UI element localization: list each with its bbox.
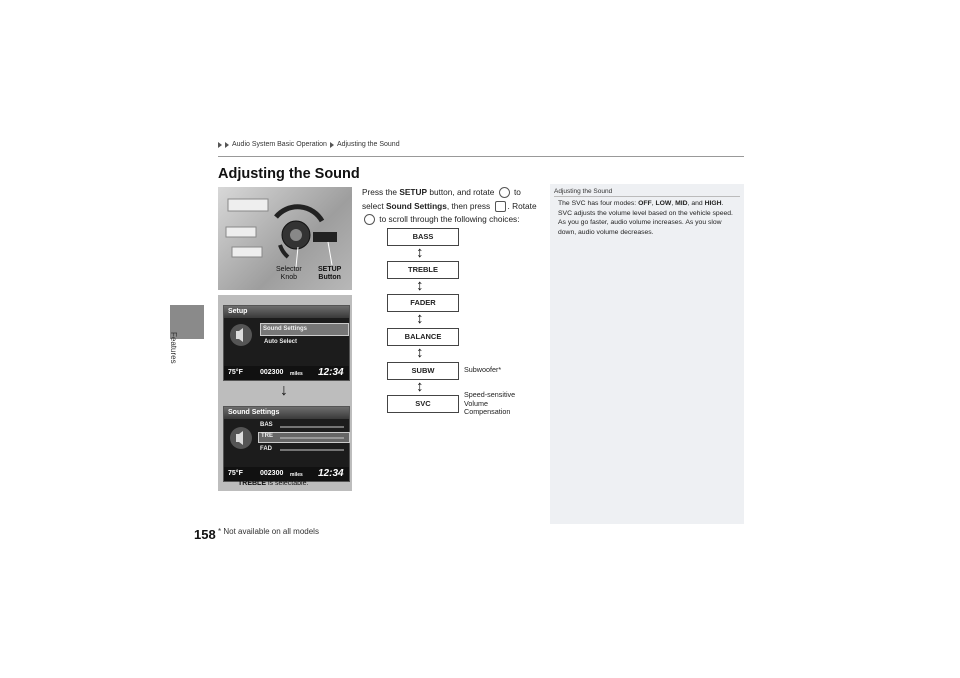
screen-status-bar <box>224 366 349 380</box>
up-down-arrow-icon: ↕ <box>416 378 424 395</box>
bass-label: BAS <box>260 422 273 428</box>
screen-header: Setup <box>224 306 349 318</box>
section-tab-label: Features <box>169 332 178 364</box>
odometer: 002300 <box>260 470 284 477</box>
sound-icon <box>228 322 254 348</box>
text: , then press <box>446 200 493 211</box>
mode-high: HIGH <box>704 200 722 207</box>
down-arrow-icon: ↓ <box>280 382 288 399</box>
treble-row[interactable]: TRE <box>258 432 350 443</box>
photo-caption <box>238 480 308 487</box>
breadcrumb <box>218 141 400 148</box>
sound-settings-screen <box>223 406 350 482</box>
clock: 12:34 <box>318 468 344 479</box>
rotate-knob-icon <box>499 187 510 198</box>
screen-status-bar <box>224 467 349 481</box>
mode-off: OFF <box>638 200 652 207</box>
odometer-unit: miles <box>290 371 303 377</box>
svc-note: Speed-sensitive Volume Compensation <box>464 390 516 416</box>
subw-note: Subwoofer* <box>464 365 502 374</box>
text: , <box>671 200 676 207</box>
instruction-text <box>362 186 542 227</box>
caption-text: is selectable. <box>266 480 309 487</box>
option-balance: BALANCE <box>387 328 459 346</box>
up-down-arrow-icon: ↕ <box>416 310 424 327</box>
menu-item-auto-select[interactable]: Auto Select <box>264 339 298 345</box>
option-svc: SVC <box>387 395 459 413</box>
menu-item-sound-settings[interactable]: Sound Settings <box>260 323 349 336</box>
sound-icon <box>228 425 254 451</box>
breadcrumb-item[interactable]: Audio System Basic Operation <box>232 141 327 148</box>
text: Press the <box>362 187 400 197</box>
mode-low: LOW <box>655 200 672 207</box>
text: button, and rotate <box>427 187 497 197</box>
odometer: 002300 <box>260 369 284 376</box>
temperature: 75°F <box>228 470 243 477</box>
page-title: Adjusting the Sound <box>218 166 360 182</box>
selector-knob-label: Selector Knob <box>276 266 302 281</box>
up-down-arrow-icon: ↕ <box>416 344 424 361</box>
header-divider <box>218 156 744 157</box>
note-heading: Adjusting the Sound <box>554 188 613 195</box>
up-down-arrow-icon: ↕ <box>416 244 424 261</box>
option-fader: FADER <box>387 294 459 312</box>
setup-button-label: SETUP Button <box>318 266 342 281</box>
breadcrumb-arrow-icon <box>218 142 222 148</box>
note-divider <box>554 196 740 197</box>
up-down-arrow-icon: ↕ <box>416 277 424 294</box>
text: SVC adjusts the volume level based on the vehicle speed. As you go faster, audio volume increases. As you slow down, audio volume decreases. <box>558 209 733 236</box>
fader-label: FAD <box>260 446 272 452</box>
breadcrumb-item[interactable]: Adjusting the Sound <box>336 141 400 148</box>
breadcrumb-arrow-icon <box>225 142 229 148</box>
side-note-panel <box>550 184 744 524</box>
odometer-unit: miles <box>290 472 303 478</box>
note-body <box>558 199 740 237</box>
breadcrumb-arrow-icon <box>330 142 334 148</box>
option-subw: SUBW <box>387 362 459 380</box>
setup-keyword: SETUP <box>399 187 428 197</box>
mode-mid: MID <box>675 200 688 207</box>
sound-settings-keyword: Sound Settings <box>385 200 447 211</box>
text: , <box>651 200 656 207</box>
footnote: * Not available on all models <box>218 527 319 536</box>
display-screens-photo <box>218 295 352 491</box>
dashboard-photo <box>218 187 352 290</box>
option-bass: BASS <box>387 228 459 246</box>
text: , and <box>687 200 705 207</box>
setup-screen <box>223 305 350 381</box>
rotate-knob-icon <box>364 214 375 225</box>
press-knob-icon <box>495 201 506 212</box>
text: . Rotate <box>507 200 537 211</box>
text: . <box>721 200 724 207</box>
temperature: 75°F <box>228 369 243 376</box>
text: The SVC has four modes: <box>558 200 639 207</box>
option-treble: TREBLE <box>387 261 459 279</box>
clock: 12:34 <box>318 367 344 378</box>
level-scales <box>280 423 346 455</box>
page-number: 158 <box>194 527 216 542</box>
screen-header: Sound Settings <box>224 407 349 419</box>
text: to scroll through the following choices: <box>377 214 520 224</box>
text: to select <box>362 187 521 211</box>
caption-bold: TREBLE <box>238 480 266 487</box>
